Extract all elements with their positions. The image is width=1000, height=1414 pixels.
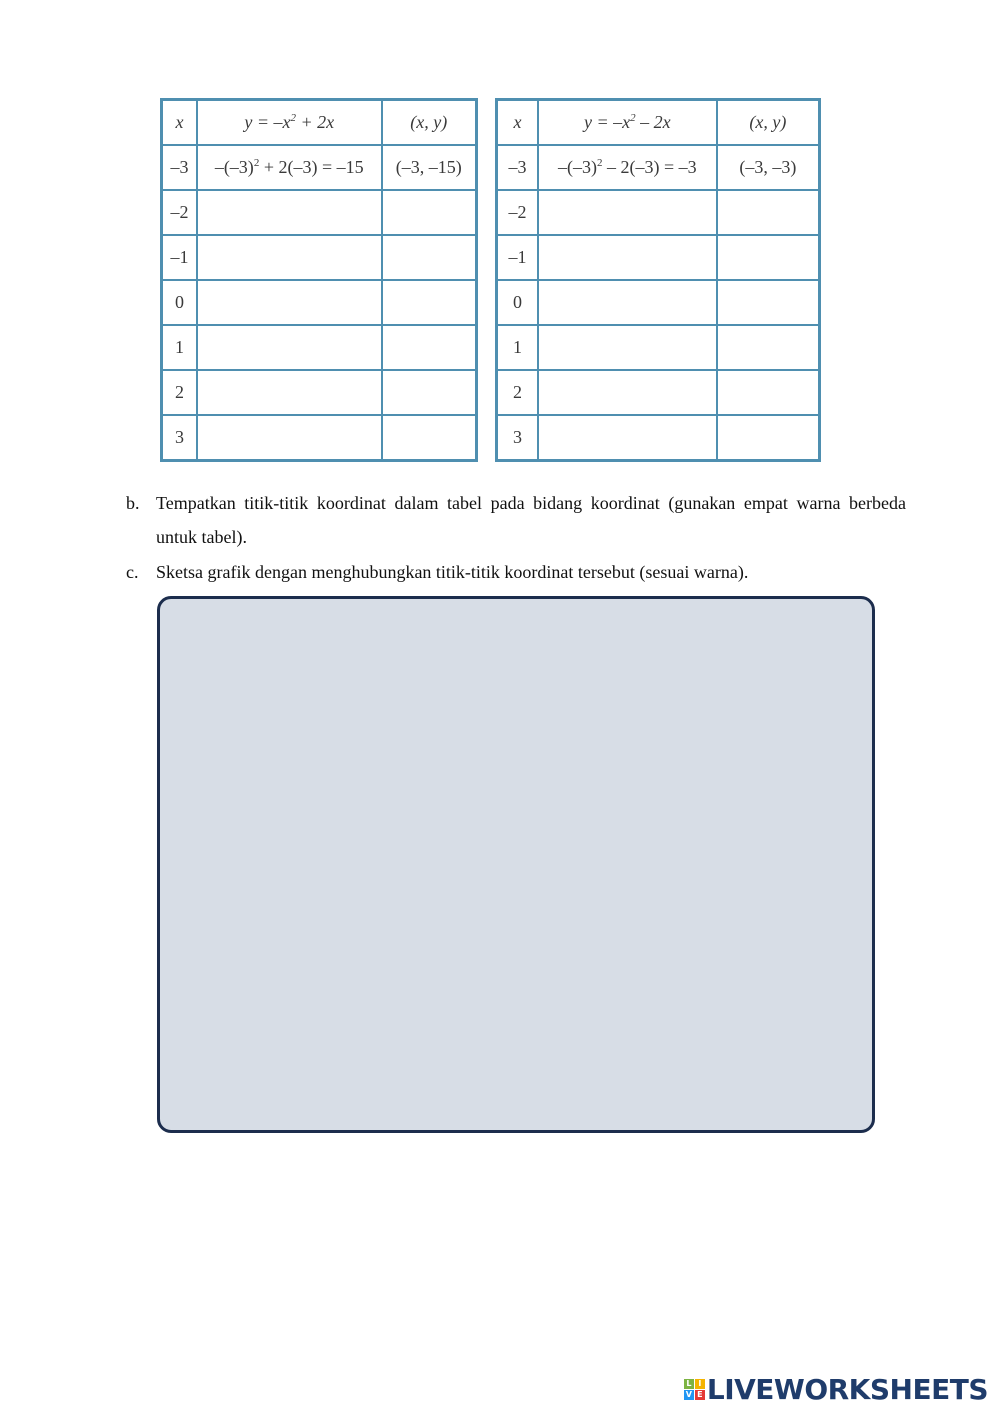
calc-answer-field[interactable] xyxy=(538,190,717,235)
calc-cell: $-(-3)^2 - 2(-3) = -3$ xyxy=(538,145,717,190)
table-row xyxy=(497,325,820,370)
table-row xyxy=(162,190,477,235)
xy-cell: (–3, –15) xyxy=(382,145,477,190)
xy-answer-field[interactable] xyxy=(717,370,820,415)
calc-answer-field[interactable] xyxy=(197,235,382,280)
calc-cell: $-(-3)^2 + 2(-3) = -15$ xyxy=(197,145,382,190)
table-row xyxy=(162,415,477,461)
header-equation: $y = -x^2 - 2x$ xyxy=(538,100,717,146)
table-row xyxy=(497,190,820,235)
x-cell: –2 xyxy=(162,190,197,235)
x-cell: 3 xyxy=(162,415,197,461)
xy-answer-field[interactable] xyxy=(717,280,820,325)
logo-tile-v: V xyxy=(685,1390,692,1399)
header-xy: (x, y) xyxy=(382,100,477,146)
table-row xyxy=(162,280,477,325)
xy-answer-field[interactable] xyxy=(717,190,820,235)
x-cell: 1 xyxy=(497,325,538,370)
xy-answer-field[interactable] xyxy=(717,415,820,461)
xy-answer-field[interactable] xyxy=(717,325,820,370)
x-cell: 0 xyxy=(162,280,197,325)
x-cell: –3 xyxy=(497,145,538,190)
xy-answer-field[interactable] xyxy=(382,415,477,461)
question-b-label: b. xyxy=(126,493,140,513)
question-c-label: c. xyxy=(126,562,139,582)
calc-answer-field[interactable] xyxy=(538,415,717,461)
liveworksheets-icon xyxy=(684,1379,705,1400)
liveworksheets-logo xyxy=(684,1373,988,1406)
x-cell: –3 xyxy=(162,145,197,190)
xy-answer-field[interactable] xyxy=(382,325,477,370)
table-row xyxy=(497,370,820,415)
x-cell: 3 xyxy=(497,415,538,461)
x-cell: –1 xyxy=(497,235,538,280)
table-row xyxy=(162,145,477,190)
calc-answer-field[interactable] xyxy=(197,280,382,325)
xy-answer-field[interactable] xyxy=(717,235,820,280)
logo-tile-e: E xyxy=(695,1390,705,1400)
question-b xyxy=(126,486,906,554)
xy-cell: (–3, –3) xyxy=(717,145,820,190)
table-row xyxy=(497,280,820,325)
calc-answer-field[interactable] xyxy=(197,415,382,461)
x-cell: 2 xyxy=(162,370,197,415)
x-cell: –2 xyxy=(497,190,538,235)
question-c xyxy=(126,555,906,589)
question-c-text: Sketsa grafik dengan menghubungkan titik-titik koordinat tersebut (sesuai warna). xyxy=(156,562,749,582)
header-x: x xyxy=(162,100,197,146)
x-cell: 0 xyxy=(497,280,538,325)
calc-answer-field[interactable] xyxy=(538,370,717,415)
header-xy: (x, y) xyxy=(717,100,820,146)
calc-answer-field[interactable] xyxy=(197,325,382,370)
xy-answer-field[interactable] xyxy=(382,235,477,280)
table-row xyxy=(162,370,477,415)
calc-answer-field[interactable] xyxy=(538,235,717,280)
header-x: x xyxy=(497,100,538,146)
graph-answer-box[interactable] xyxy=(157,596,875,1133)
x-cell: 1 xyxy=(162,325,197,370)
table-row xyxy=(162,325,477,370)
logo-tile-l: L xyxy=(684,1379,694,1389)
header-equation: $y = -x^2 + 2x$ xyxy=(197,100,382,146)
table-header-row xyxy=(162,100,477,146)
table-header-row xyxy=(497,100,820,146)
calc-answer-field[interactable] xyxy=(538,280,717,325)
x-cell: –1 xyxy=(162,235,197,280)
logo-tile-i: I xyxy=(695,1379,705,1389)
table-row xyxy=(497,145,820,190)
xy-answer-field[interactable] xyxy=(382,280,477,325)
table-row xyxy=(162,235,477,280)
x-cell: 2 xyxy=(497,370,538,415)
liveworksheets-wordmark: LIVEWORKSHEETS xyxy=(706,1373,988,1406)
calc-answer-field[interactable] xyxy=(538,325,717,370)
calc-answer-field[interactable] xyxy=(197,190,382,235)
table-y-neg-x2-plus-2x xyxy=(160,98,478,462)
calc-answer-field[interactable] xyxy=(197,370,382,415)
table-row xyxy=(497,415,820,461)
xy-answer-field[interactable] xyxy=(382,370,477,415)
table-y-neg-x2-minus-2x xyxy=(495,98,821,462)
question-b-text: Tempatkan titik-titik koordinat dalam tabel pada bidang koordinat (gunakan empat warna berbeda untuk tabel). xyxy=(156,493,906,547)
xy-answer-field[interactable] xyxy=(382,190,477,235)
table-row xyxy=(497,235,820,280)
